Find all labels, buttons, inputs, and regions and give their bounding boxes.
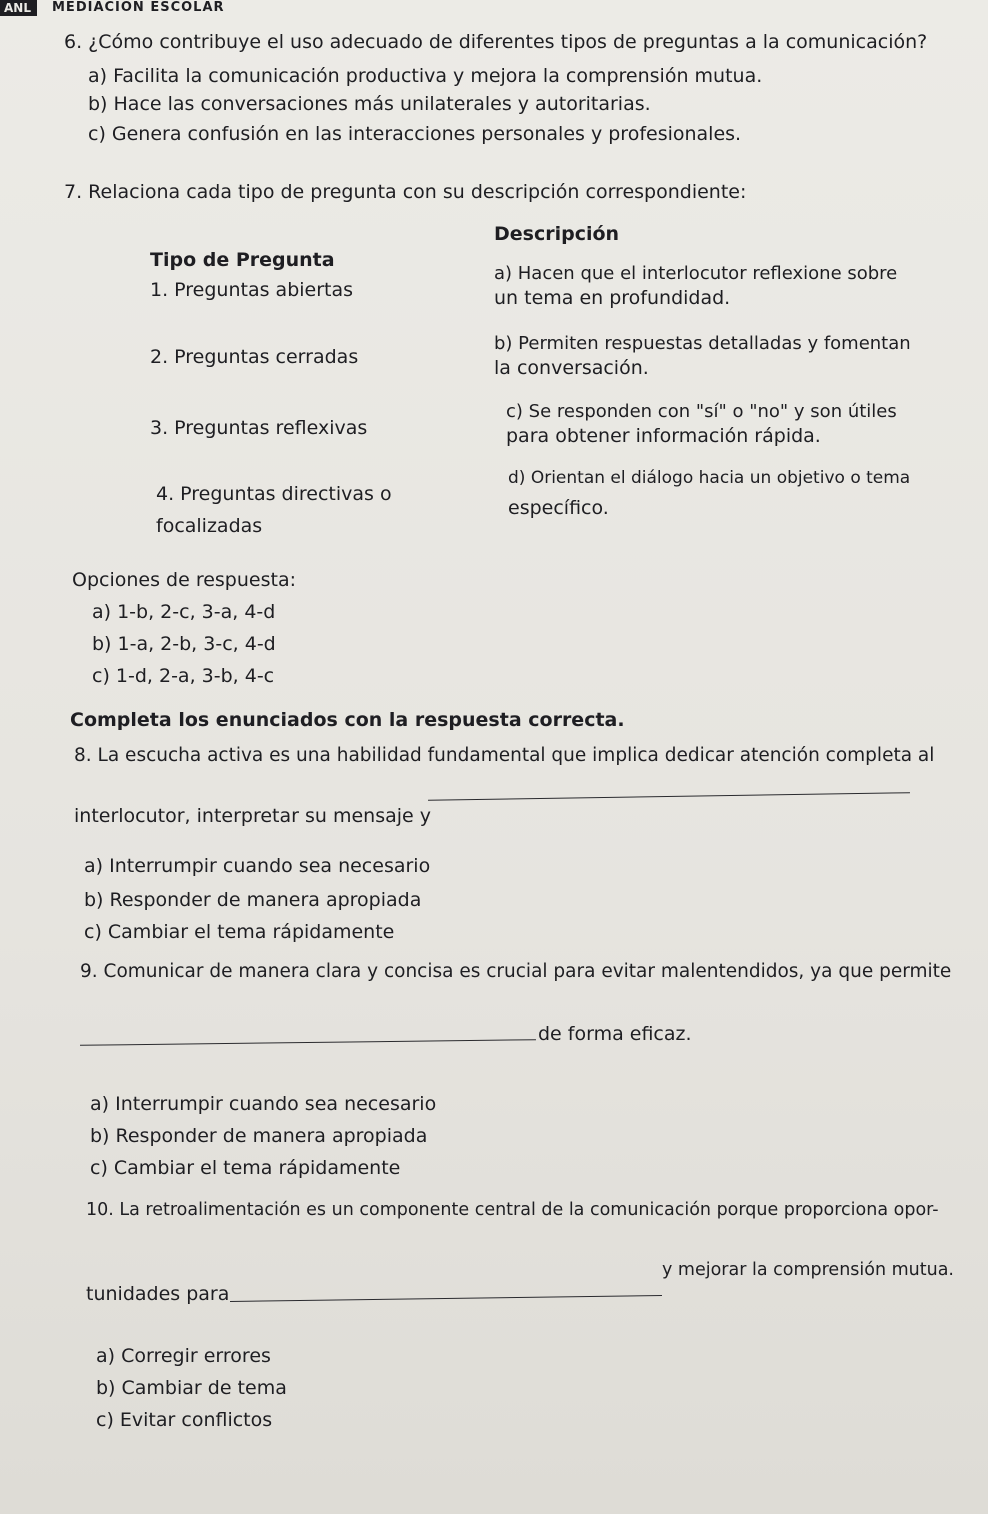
q7-type-4: 4. Preguntas directivas o	[156, 483, 392, 505]
q9-option-a: a) Interrumpir cuando sea necesario	[90, 1093, 437, 1115]
question-7: 7. Relaciona cada tipo de pregunta con su descripción correspondiente:	[64, 181, 747, 203]
q7-desc-a-line1: a) Hacen que el interlocutor reflexione sobre	[494, 263, 898, 284]
q8-option-a: a) Interrumpir cuando sea necesario	[84, 855, 431, 877]
q6-option-a: a) Facilita la comunicación productiva y mejora la comprensión mutua.	[88, 65, 763, 87]
q10-option-c: c) Evitar conflictos	[96, 1409, 273, 1431]
q9-answer-blank	[80, 1039, 536, 1046]
question-10-line2-start: tunidades para	[86, 1283, 230, 1305]
q8-option-c: c) Cambiar el tema rápidamente	[84, 921, 395, 943]
question-6: 6. ¿Cómo contribuye el uso adecuado de diferentes tipos de preguntas a la comunicación?	[64, 31, 928, 53]
question-10-line2-end: y mejorar la comprensión mutua.	[662, 1260, 954, 1280]
q7-answer-b: b) 1-a, 2-b, 3-c, 4-d	[92, 633, 276, 655]
q7-answer-c: c) 1-d, 2-a, 3-b, 4-c	[92, 665, 275, 687]
q7-type-2: 2. Preguntas cerradas	[150, 346, 359, 368]
q8-option-b: b) Responder de manera apropiada	[84, 889, 422, 911]
q9-option-c: c) Cambiar el tema rápidamente	[90, 1157, 401, 1179]
q7-type-1: 1. Preguntas abiertas	[150, 279, 354, 301]
q7-desc-d-line2: específico.	[508, 497, 609, 519]
q7-desc-d-line1: d) Orientan el diálogo hacia un objetivo o tema	[508, 468, 911, 488]
q8-answer-blank	[428, 792, 910, 801]
q6-option-b: b) Hace las conversaciones más unilaterales y autoritarias.	[88, 93, 651, 115]
q7-description-header: Descripción	[494, 223, 620, 245]
q7-answer-a: a) 1-b, 2-c, 3-a, 4-d	[92, 601, 276, 623]
q6-option-c: c) Genera confusión en las interacciones personales y profesionales.	[88, 123, 742, 145]
q10-option-b: b) Cambiar de tema	[96, 1377, 287, 1399]
section-instruction: Completa los enunciados con la respuesta correcta.	[70, 709, 625, 731]
q7-desc-b-line2: la conversación.	[494, 357, 649, 379]
header-title: MEDIACIÓN ESCOLAR	[52, 0, 225, 15]
header-tag: ANL	[0, 0, 37, 16]
q7-type-4-cont: focalizadas	[156, 515, 263, 537]
question-8-line2: interlocutor, interpretar su mensaje y	[74, 805, 432, 827]
q7-desc-b-line1: b) Permiten respuestas detalladas y fomentan	[494, 333, 911, 354]
question-8-line1: 8. La escucha activa es una habilidad fundamental que implica dedicar atención completa al	[74, 745, 935, 766]
question-9-line2: de forma eficaz.	[538, 1023, 692, 1045]
q7-type-3: 3. Preguntas reflexivas	[150, 417, 368, 439]
question-10-line1: 10. La retroalimentación es un componente central de la comunicación porque proporciona opor-	[86, 1200, 939, 1220]
q7-desc-a-line2: un tema en profundidad.	[494, 287, 731, 309]
q7-desc-c-line1: c) Se responden con "sí" o "no" y son útiles	[506, 401, 897, 422]
q10-option-a: a) Corregir errores	[96, 1345, 271, 1367]
q7-desc-c-line2: para obtener información rápida.	[506, 425, 821, 447]
q7-answer-options-label: Opciones de respuesta:	[72, 569, 296, 591]
q9-option-b: b) Responder de manera apropiada	[90, 1125, 428, 1147]
question-9-line1: 9. Comunicar de manera clara y concisa es crucial para evitar malentendidos, ya que permite	[80, 961, 952, 982]
q10-answer-blank	[230, 1295, 662, 1302]
q7-type-header: Tipo de Pregunta	[150, 249, 335, 271]
